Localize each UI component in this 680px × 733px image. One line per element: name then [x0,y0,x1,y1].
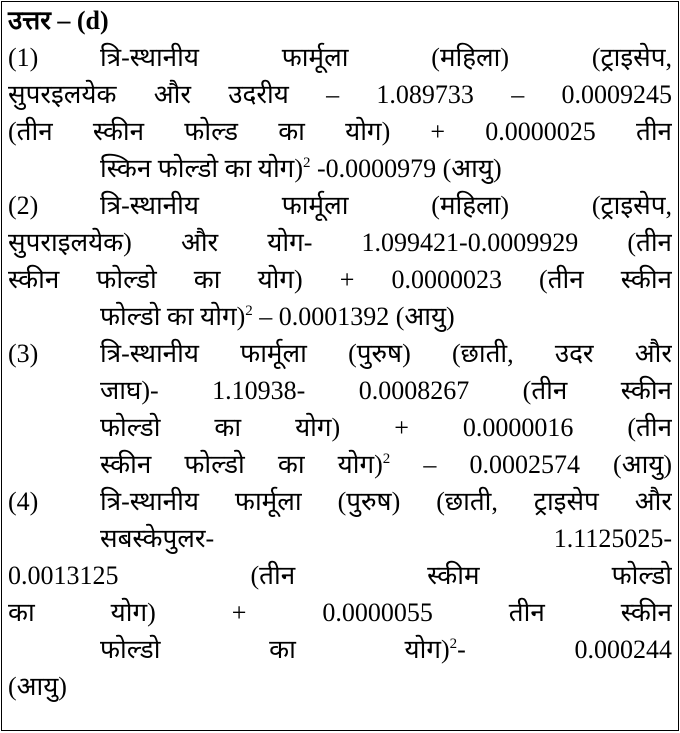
formula-item-4 [8,483,672,705]
formula-line: (2) त्रि-स्थानीय फार्मूला (महिला) (ट्राइसेप, [8,187,672,224]
formula-item-3 [8,335,672,483]
formula-line: जाघ)- 1.10938- 0.0008267 (तीन स्कीन [100,376,672,405]
formula-line: सुपरइलयेक और उदरीय – 1.089733 – 0.0009245 [8,80,672,109]
formula-line: फोल्डो का योग) + 0.0000016 (तीन [100,413,672,442]
formula-line: (1) त्रि-स्थानीय फार्मूला (महिला) (ट्राइसेप, [8,39,672,76]
answer-heading: उत्तर – (d) [8,6,109,35]
formula-line: फोल्डो का योग)$^2$ – 0.0001392 (आयु) [100,302,455,331]
formula-line: स्कीन फोल्डो का योग)$^2$ – 0.0002574 (आयु) [100,450,672,479]
item-number: (1) [8,43,39,72]
formula-line: का योग) + 0.0000055 तीन स्कीन [8,598,672,627]
formula-item-2 [8,187,672,335]
formula-item-1 [8,39,672,187]
formula-line: स्कीन फोल्डो का योग) + 0.0000023 (तीन स्कीन [8,265,672,294]
formula-line: (आयु) [8,672,67,701]
item-number: (4) [8,487,39,516]
formula-line: (4) त्रि-स्थानीय फार्मूला (पुरुष) (छाती, ट्राइसेप और [8,483,672,520]
formula-line: सबस्केपुलर- 1.1125025- [100,524,672,553]
formula-line: (तीन स्कीन फोल्ड का योग) + 0.0000025 तीन [8,117,672,146]
item-number: (2) [8,191,39,220]
item-number: (3) [8,339,39,368]
answer-page [1,1,679,731]
formula-line: स्किन फोल्डो का योग)$^2$ -0.0000979 (आयु) [100,154,502,183]
formula-line: 0.0013125 (तीन स्कीम फोल्डो [8,561,672,590]
formula-line: सुपराइलयेक) और योग- 1.099421-0.0009929 (तीन [8,228,672,257]
formula-line: फोल्डो का योग)$^2$- 0.000244 [100,635,672,664]
formula-line: (3) त्रि-स्थानीय फार्मूला (पुरुष) (छाती, उदर और [8,335,672,372]
